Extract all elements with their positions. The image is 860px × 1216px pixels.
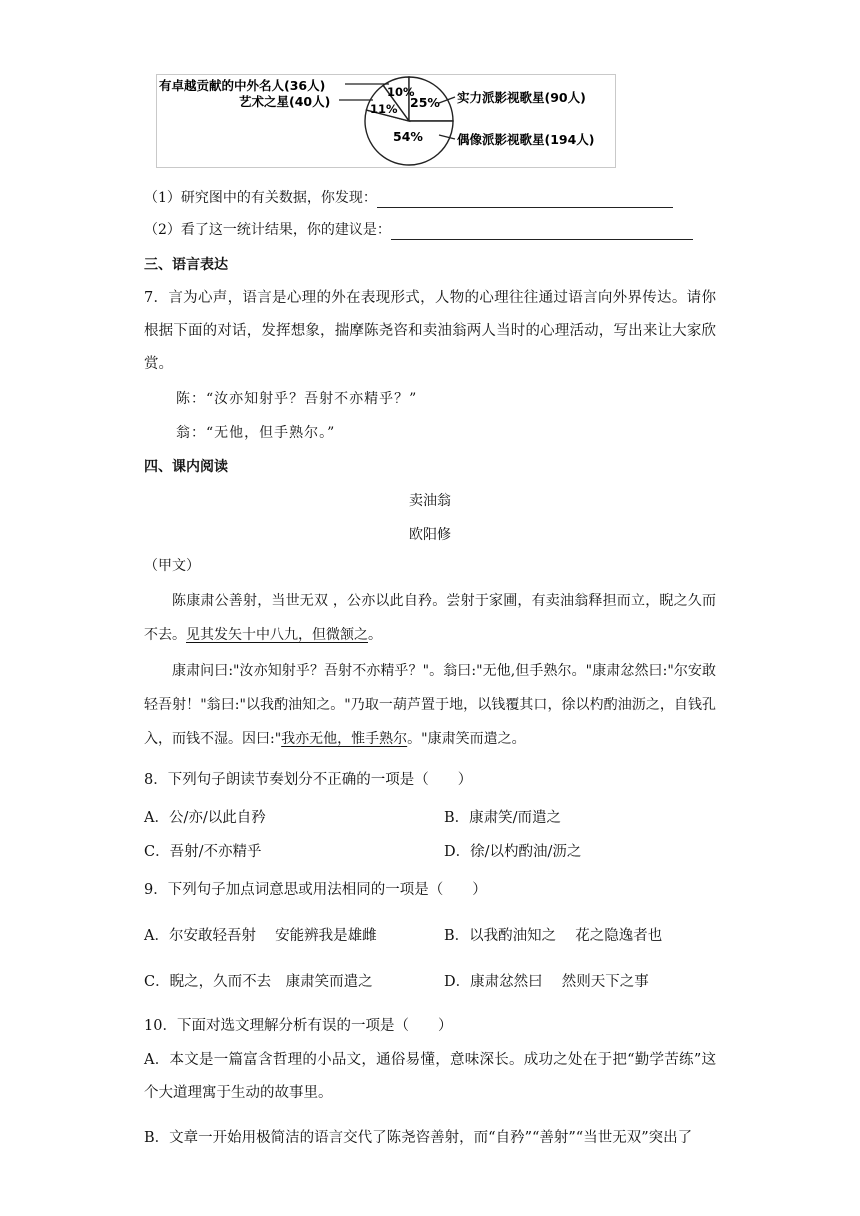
- section-title-3: 三、语言表达: [144, 257, 228, 273]
- q9-option-a[interactable]: A．尔安敢轻吾射 安能辨我是雄雌: [144, 928, 377, 944]
- p2-end: 。"康肃笑而遣之。: [407, 731, 526, 747]
- q7-dialog-weng: 翁：“无他，但手熟尔。”: [176, 425, 336, 441]
- label-famous: 有卓越贡献的中外名人(36人): [159, 78, 326, 93]
- p2-underlined: 我亦无他，惟手熟尔: [281, 731, 408, 747]
- section-title-4: 四、课内阅读: [144, 459, 228, 475]
- article-author: 欧阳修: [409, 527, 451, 543]
- q6-line-2: [144, 220, 714, 240]
- q7-dialog-chen: 陈：“汝亦知射乎？吾射不亦精乎？”: [176, 391, 418, 407]
- q7-text: 7．言为心声，语言是心理的外在表现形式，人物的心理往往通过语言向外界传达。请你根据下面的对话，发挥想象，揣摩陈尧咨和卖油翁两人当时的心理活动，写出来让大家欣赏。: [144, 290, 716, 372]
- q9-option-d[interactable]: D．康肃忿然曰 然则天下之事: [444, 974, 649, 990]
- answer-blank-1[interactable]: [377, 191, 673, 208]
- p1-end: 。: [368, 627, 382, 643]
- q6-s1-text: （1）研究图中的有关数据，你发现：: [144, 190, 377, 206]
- p1-text: 陈康肃公善射，当世无双 ，公亦以此自矜。尝射于家圃，有卖油翁释担而立，睨之久而不去。: [144, 593, 716, 643]
- q8-option-c[interactable]: C．吾射/不亦精乎: [144, 844, 262, 860]
- article-jia-label: （甲文）: [144, 558, 200, 574]
- label-art: 艺术之星(40人): [239, 94, 331, 109]
- q10-stem: 10．下面对选文理解分析有误的一项是（ ）: [144, 1018, 453, 1034]
- q8-option-a[interactable]: A．公/亦/以此自矜: [144, 810, 266, 826]
- answer-blank-2[interactable]: [391, 223, 693, 240]
- article-paragraph-2: [144, 654, 716, 756]
- q9-option-b[interactable]: B．以我酌油知之 花之隐逸者也: [444, 928, 663, 944]
- q9-option-c[interactable]: C．睨之，久而不去 康肃笑而遣之: [144, 974, 373, 990]
- article-title: 卖油翁: [409, 493, 451, 509]
- q8-option-b[interactable]: B．康肃笑/而遣之: [444, 810, 562, 826]
- q8-option-d[interactable]: D．徐/以杓酌油/沥之: [444, 844, 582, 860]
- label-idol: 偶像派影视歌星(194人): [457, 132, 595, 147]
- slice-label-10: 10%: [387, 85, 415, 99]
- q10-option-a[interactable]: A．本文是一篇富含哲理的小品文，通俗易懂，意味深长。成功之处在于把“勤学苦练”这个大道理寓于生动的故事里。: [144, 1052, 716, 1101]
- article-paragraph-1: [144, 584, 716, 652]
- q9-stem: 9．下列句子加点词意思或用法相同的一项是（ ）: [144, 882, 487, 898]
- slice-label-54: 54%: [393, 129, 423, 144]
- p2-text: 康肃问曰:"汝亦知射乎？吾射不亦精乎？"。翁曰:"无他,但手熟尔。"康肃忿然曰:"尔安敢轻吾射！"翁曰:"以我酌油知之。"乃取一葫芦置于地，以钱覆其口，徐以杓酌油沥之，自钱孔入，而钱不湿。因曰:": [144, 663, 716, 747]
- slice-label-25: 25%: [410, 95, 440, 110]
- slice-label-11: 11%: [370, 102, 398, 116]
- q10-option-b[interactable]: B．文章一开始用极简洁的语言交代了陈尧咨善射，而“自矜”“善射”“当世无双”突出了: [144, 1130, 693, 1146]
- q6-s2-text: （2）看了这一统计结果，你的建议是：: [144, 222, 391, 238]
- label-power: 实力派影视歌星(90人): [457, 90, 586, 105]
- p1-underlined: 见其发矢十中八九，但微颔之: [186, 627, 368, 643]
- pie-chart: [156, 74, 616, 168]
- q6-line-1: [144, 188, 714, 208]
- q8-stem: 8．下列句子朗读节奏划分不正确的一项是（ ）: [144, 772, 473, 788]
- pie-chart-svg: [157, 75, 615, 167]
